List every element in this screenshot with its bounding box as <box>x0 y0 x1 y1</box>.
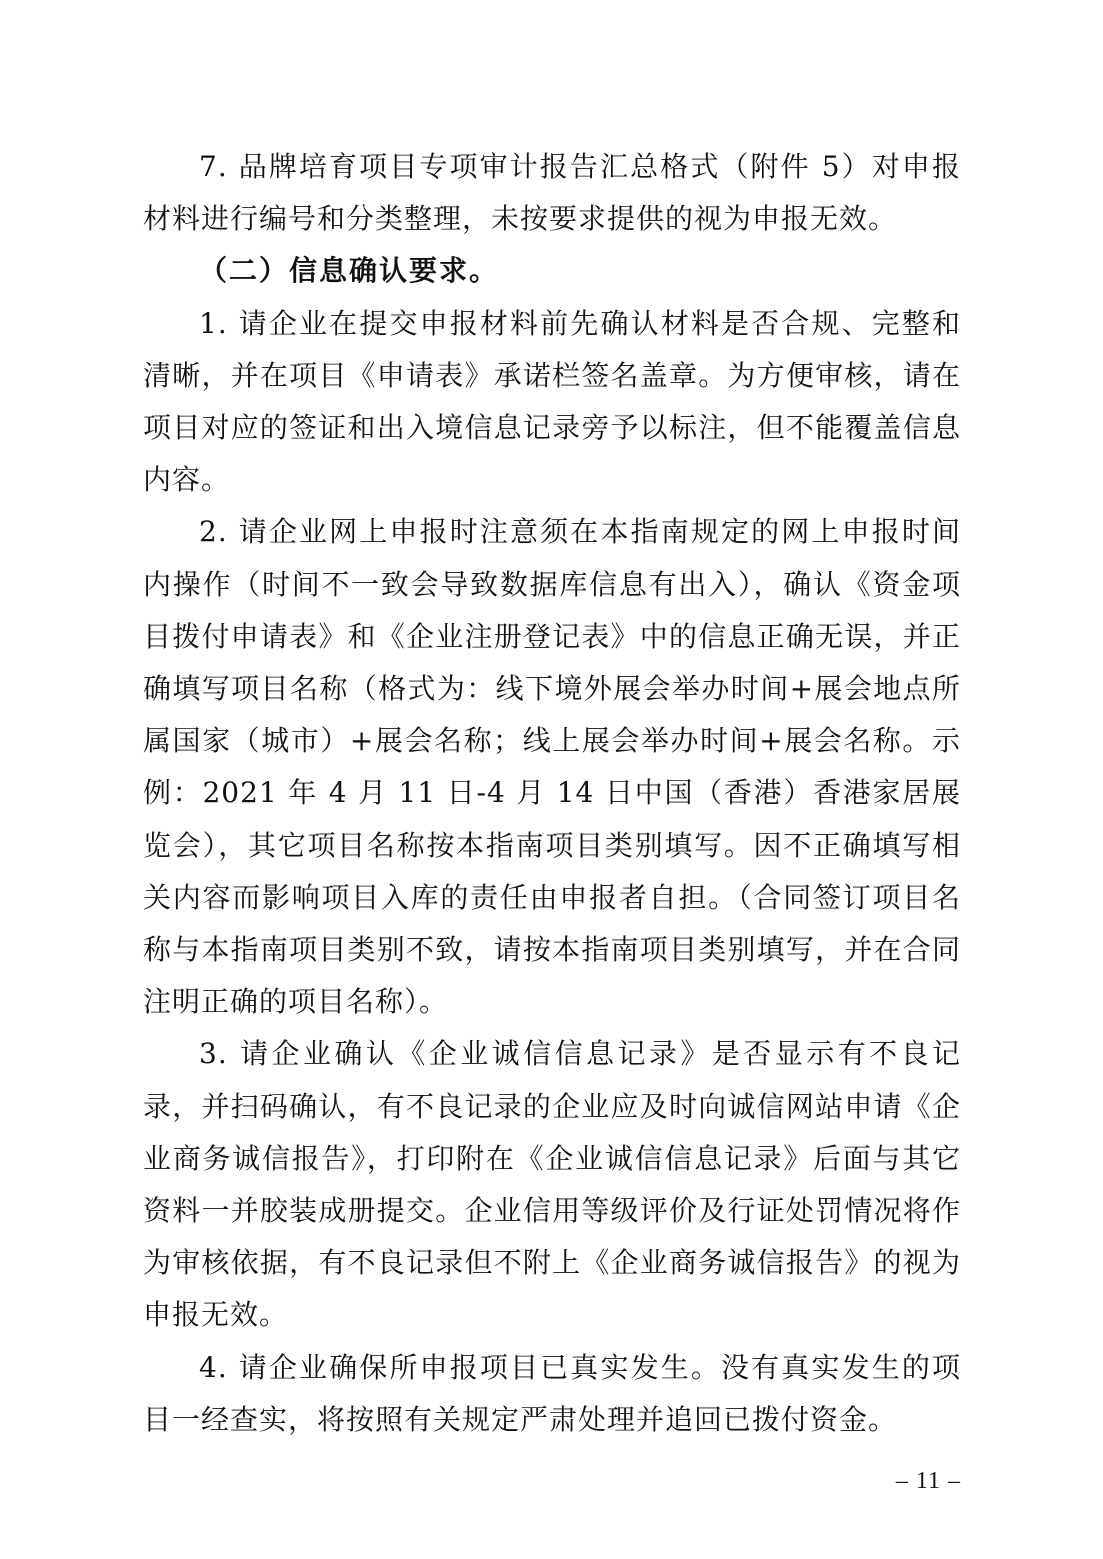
paragraph-item-1: 1. 请企业在提交申报材料前先确认材料是否合规、完整和清晰，并在项目《申请表》承诺栏签名盖章。为方便审核，请在项目对应的签证和出入境信息记录旁予以标注，但不能覆盖信息内容。 <box>143 306 961 497</box>
paragraph-item-2: 2. 请企业网上申报时注意须在本指南规定的网上申报时间内操作（时间不一致会导致数据库信息有出入），确认《资金项目拨付申请表》和《企业注册登记表》中的信息正确无误，并正确填写项目名称（格式为：线下境外展会举办时间+展会地点所属国家（城市）+展会名称；线上展会举办时间+展会名称。示例：2021 年 4 月 11 日-4 月 14 日中国（香港）香港家居展览会），其它项目名称按本指南项目类别填写。因不正确填写相关内容而影响项目入库的责任由申报者自担。（合同签订项目名称与本指南项目类别不致，请按本指南项目类别填写，并在合同注明正确的项目名称）。 <box>143 515 961 1019</box>
paragraph-item-4: 4. 请企业确保所申报项目已真实发生。没有真实发生的项目一经查实，将按照有关规定严肃处理并追回已拨付资金。 <box>143 1350 961 1436</box>
paragraph-item-7: 7. 品牌培育项目专项审计报告汇总格式（附件 5）对申报材料进行编号和分类整理，未按要求提供的视为申报无效。 <box>143 150 961 236</box>
page-number: – 11 – <box>895 1468 961 1494</box>
section-heading-information-confirmation: （二）信息确认要求。 <box>199 254 500 288</box>
document-body <box>143 141 961 1446</box>
paragraph-item-3: 3. 请企业确认《企业诚信信息记录》是否显示有不良记录，并扫码确认，有不良记录的企业应及时向诚信网站申请《企业商务诚信报告》，打印附在《企业诚信信息记录》后面与其它资料一并胶装成册提交。企业信用等级评价及行证处罚情况将作为审核依据，有不良记录但不附上《企业商务诚信报告》的视为申报无效。 <box>143 1037 961 1332</box>
